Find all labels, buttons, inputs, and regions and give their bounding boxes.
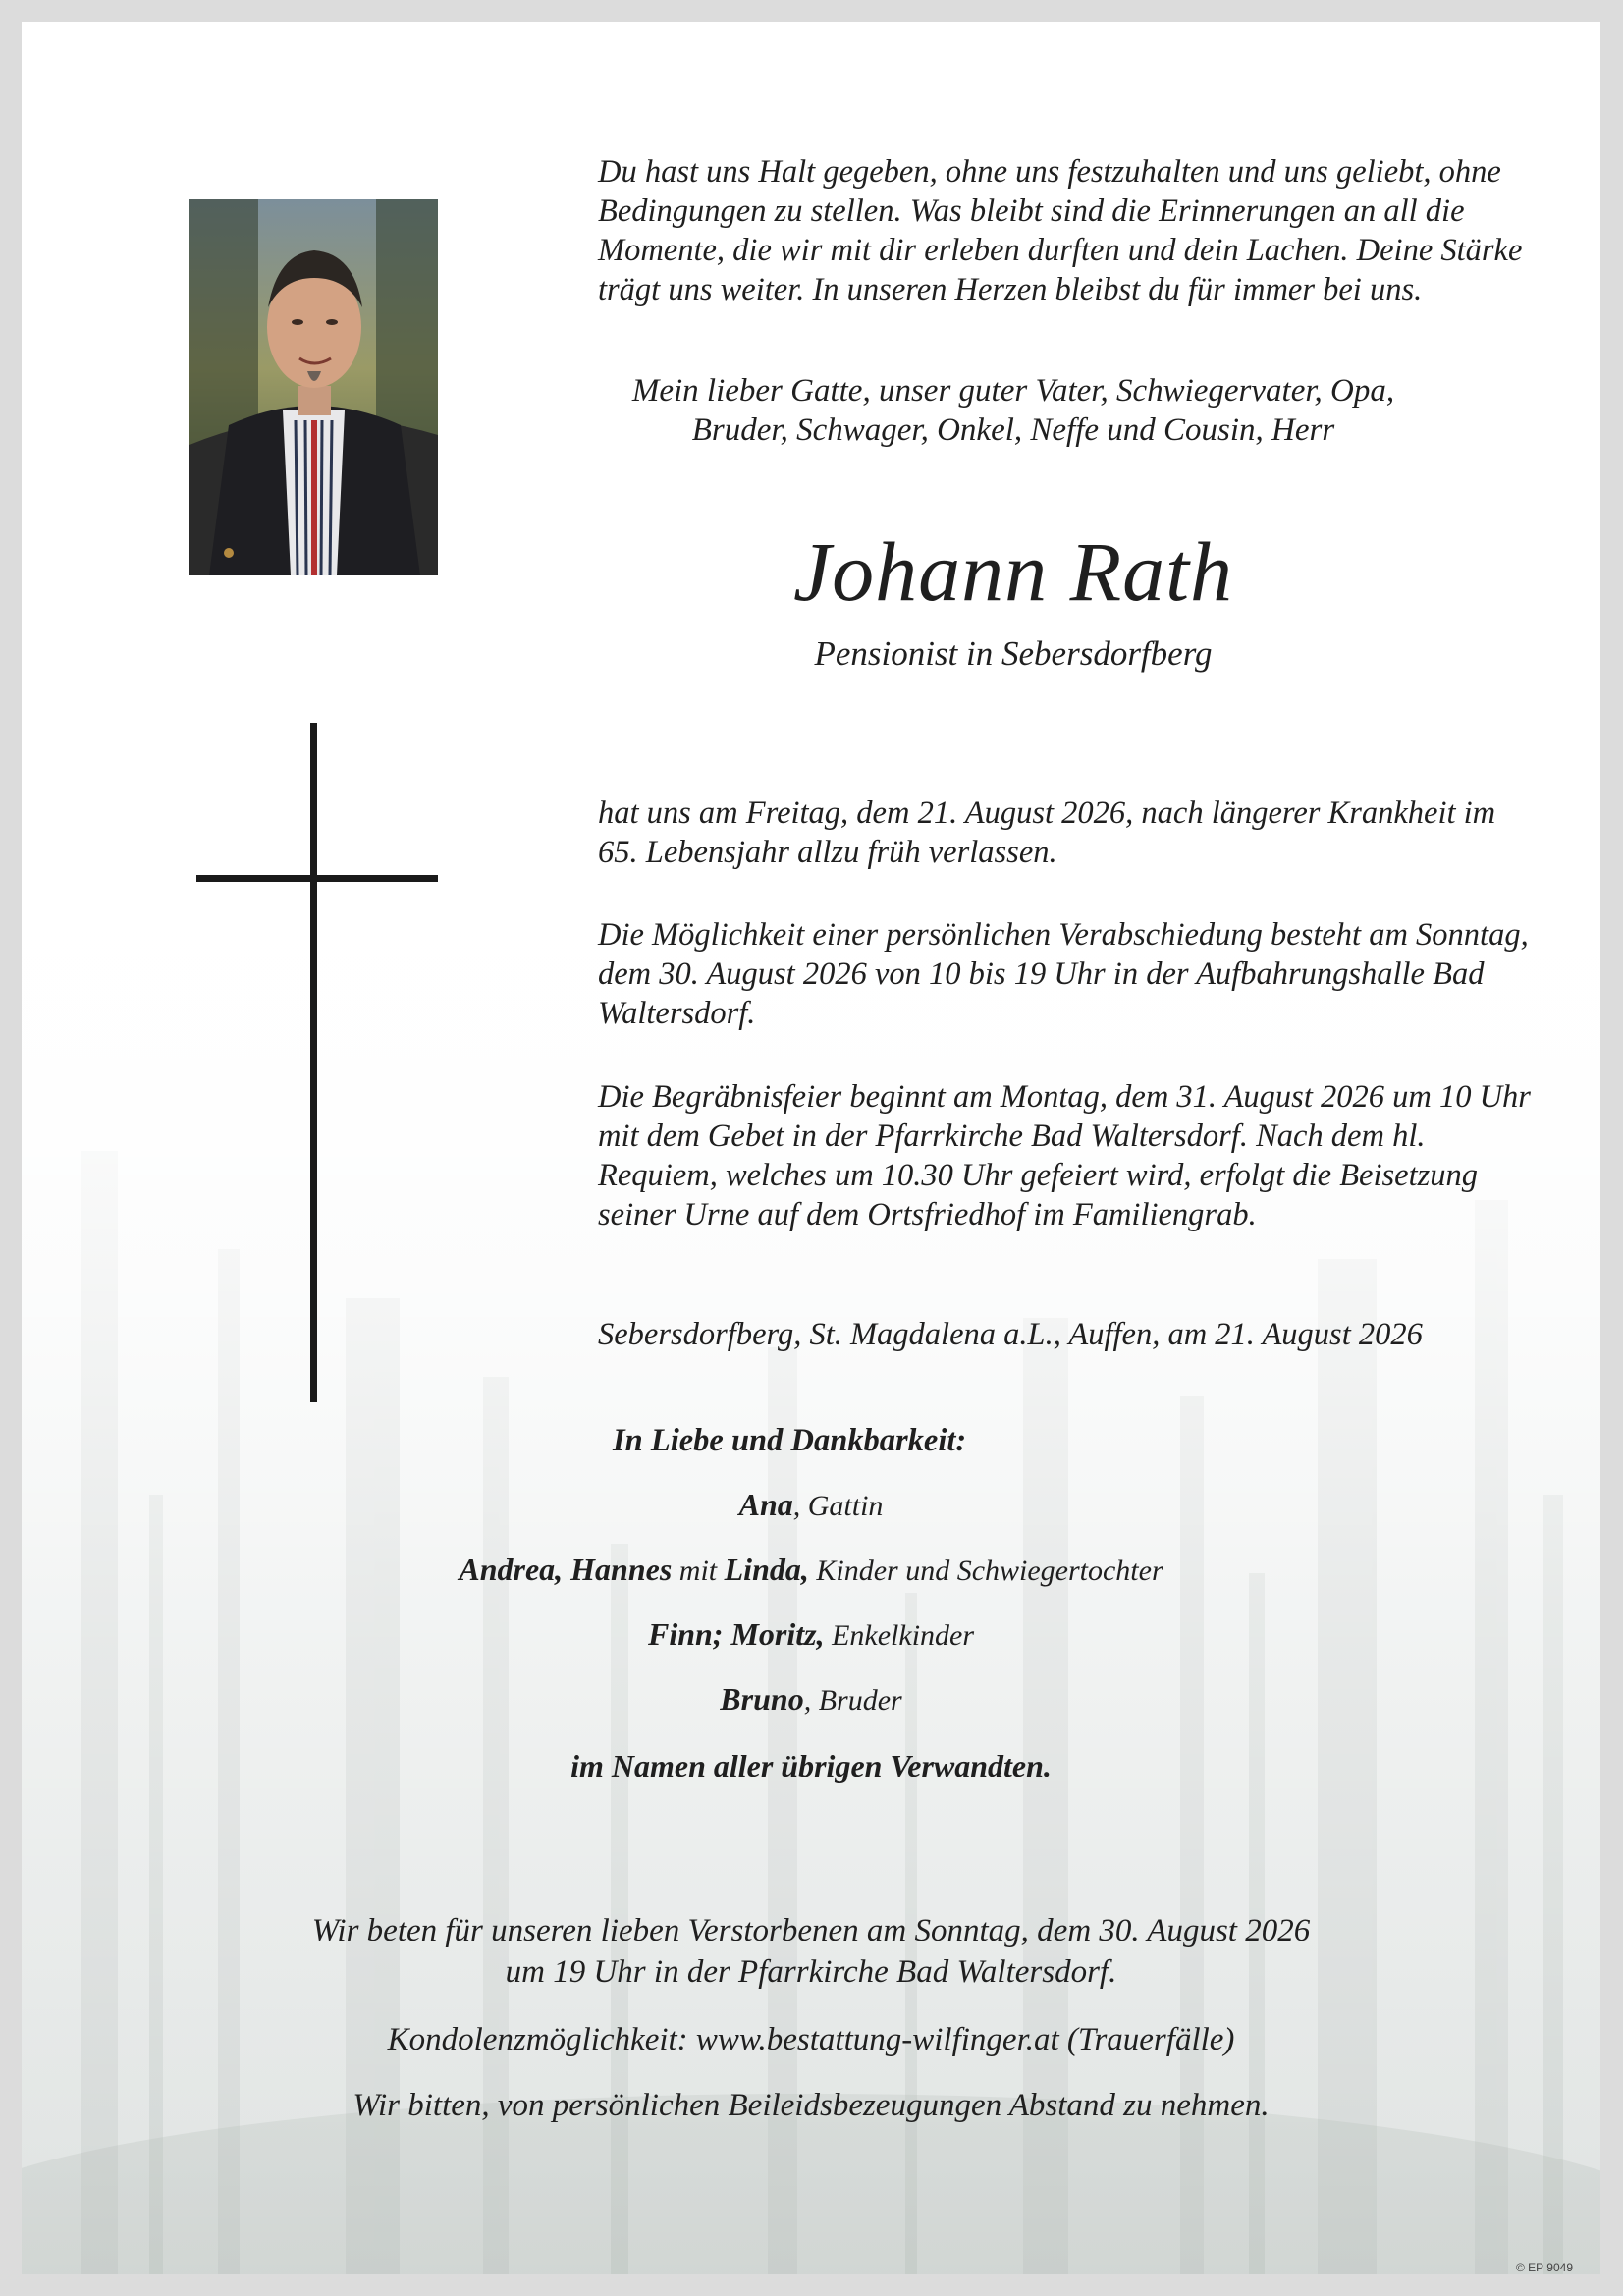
intro-line-2: Bruder, Schwager, Onkel, Neffe und Cousin, Herr	[691, 412, 1335, 448]
cross-bar	[196, 875, 438, 882]
deceased-name: Johann Rath	[792, 524, 1234, 619]
deceased-occupation: Pensionist in Sebersdorfberg	[814, 634, 1213, 673]
mourner-line: Andrea, Hannes mit Linda, Kinder und Schwiegertochter	[459, 1552, 1163, 1587]
intro-text	[571, 371, 1455, 450]
obituary-sheet	[22, 22, 1600, 2274]
prayer-notice-time: um 19 Uhr in der Pfarrkirche Bad Waltersdorf.	[505, 1954, 1117, 1990]
farewell-info: Die Möglichkeit einer persönlichen Verabschiedung besteht am Sonntag, dem 30. August 2026 von 10 bis 19 Uhr in der Aufbahrungshalle Bad Waltersdorf.	[598, 917, 1529, 1031]
template-code: © EP 9049	[1516, 2261, 1573, 2274]
memorial-verse: Du hast uns Halt gegeben, ohne uns festzuhalten und uns geliebt, ohne Bedingungen zu stellen. Was bleibt sind die Erinnerungen an all die Momente, die wir mit dir erleben durften und dein Lachen. Deine Stärke trägt uns weiter. In unseren Herzen bleibst du für immer bei uns.	[598, 154, 1523, 307]
death-notice: hat uns am Freitag, dem 21. August 2026, nach längerer Krankheit im 65. Lebensjahr allzu früh verlassen.	[598, 795, 1496, 870]
funeral-info: Die Begräbnisfeier beginnt am Montag, dem 31. August 2026 um 10 Uhr mit dem Gebet in der Pfarrkirche Bad Waltersdorf. Nach dem hl. Requiem, welches um 10.30 Uhr gefeiert wird, erfolgt die Beisetzung seiner Urne auf dem Ortsfriedhof im Familiengrab.	[598, 1079, 1531, 1232]
prayer-notice: Wir beten für unseren lieben Verstorbenen am Sonntag, dem 30. August 2026	[311, 1913, 1311, 1948]
mourners-closing: im Namen aller übrigen Verwandten.	[570, 1748, 1052, 1783]
cross-icon	[310, 723, 317, 1402]
condolence-info: Kondolenzmöglichkeit: www.bestattung-wilfinger.at (Trauerfälle)	[387, 2022, 1235, 2057]
mourner-line: Finn; Moritz, Enkelkinder	[647, 1616, 975, 1652]
mourner-line: Ana, Gattin	[738, 1487, 884, 1522]
place-and-date: Sebersdorfberg, St. Magdalena a.L., Auffen, am 21. August 2026	[598, 1317, 1423, 1352]
mourner-line: Bruno, Bruder	[720, 1681, 902, 1717]
portrait-photo	[189, 199, 438, 575]
no-condolences-request: Wir bitten, von persönlichen Beileidsbezeugungen Abstand zu nehmen.	[352, 2088, 1270, 2123]
mourners-heading: In Liebe und Dankbarkeit:	[613, 1423, 967, 1458]
intro-line-1: Mein lieber Gatte, unser guter Vater, Schwiegervater, Opa,	[631, 373, 1395, 409]
